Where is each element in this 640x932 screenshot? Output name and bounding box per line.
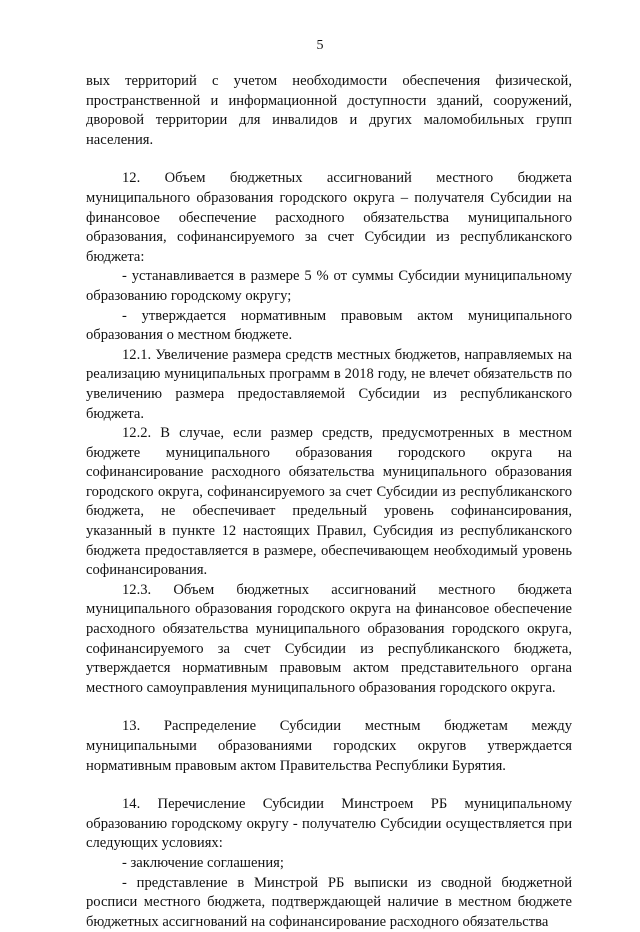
paragraph-14-item-1: - заключение соглашения; bbox=[122, 854, 284, 871]
paragraph-continuation: вых территорий с учетом необходимости обеспечения физической, пространственной и информационной доступности зданий, сооружений, дворовой территории для инвалидов и других маломобильных групп населения. bbox=[86, 73, 572, 148]
paragraph-12-item-1: - устанавливается в размере 5 % от суммы Субсидии муниципальному образованию городскому округу; bbox=[86, 268, 572, 304]
paragraph-12-2: 12.2. В случае, если размер средств, предусмотренных в местном бюджете муниципального образования городского округа на софинансирование расходного обязательства муниципального образования городского округа, софинансируемого за счет Субсидии из республиканского бюджета, не обеспечивает предельный уровень софинансирования, указанный в пункте 12 настоящих Правил, Субсидия из республиканского бюджета предоставляется в размере, обеспечивающем необходимый уровень софинансирования. bbox=[86, 425, 572, 579]
paragraph-14-item-2: - представление в Минстрой РБ выписки из сводной бюджетной росписи местного бюджета, подтверждающей наличие в местном бюджете бюджетных ассигнований на софинансирование расходного обязательства bbox=[86, 874, 572, 930]
paragraph-12-item-2: - утверждается нормативным правовым актом муниципального образования о местном бюджете. bbox=[86, 307, 572, 344]
page-number: 5 bbox=[316, 38, 324, 53]
paragraph-14: 14. Перечисление Субсидии Минстроем РБ муниципальному образованию городскому округу - получателю Субсидии осуществляется при следующих условиях: bbox=[86, 796, 572, 852]
paragraph-12: 12. Объем бюджетных ассигнований местного бюджета муниципального образования городского округа – получателя Субсидии на финансовое обеспечение расходного обязательства муниципального образования, софинансируемого за счет Субсидии из республиканского бюджета: bbox=[86, 170, 572, 265]
paragraph-12-3: 12.3. Объем бюджетных ассигнований местного бюджета муниципального образования городского округа на финансовое обеспечение расходного обязательства муниципального образования городского округа, софинансируемого за счет Субсидии из республиканского бюджета, утверждается нормативным правовым актом представительного органа местного самоуправления муниципального образования городского округа. bbox=[86, 581, 572, 696]
paragraph-12-1: 12.1. Увеличение размера средств местных бюджетов, направляемых на реализацию муниципальных программ в 2018 году, не влечет обязательств по увеличению размера предоставляемой Субсидии из республиканского бюджета. bbox=[86, 346, 572, 422]
paragraph-13: 13. Распределение Субсидии местным бюджетам между муниципальными образованиями городских округов утверждается нормативным правовым актом Правительства Республики Бурятия. bbox=[86, 718, 572, 774]
document-body bbox=[86, 72, 572, 932]
